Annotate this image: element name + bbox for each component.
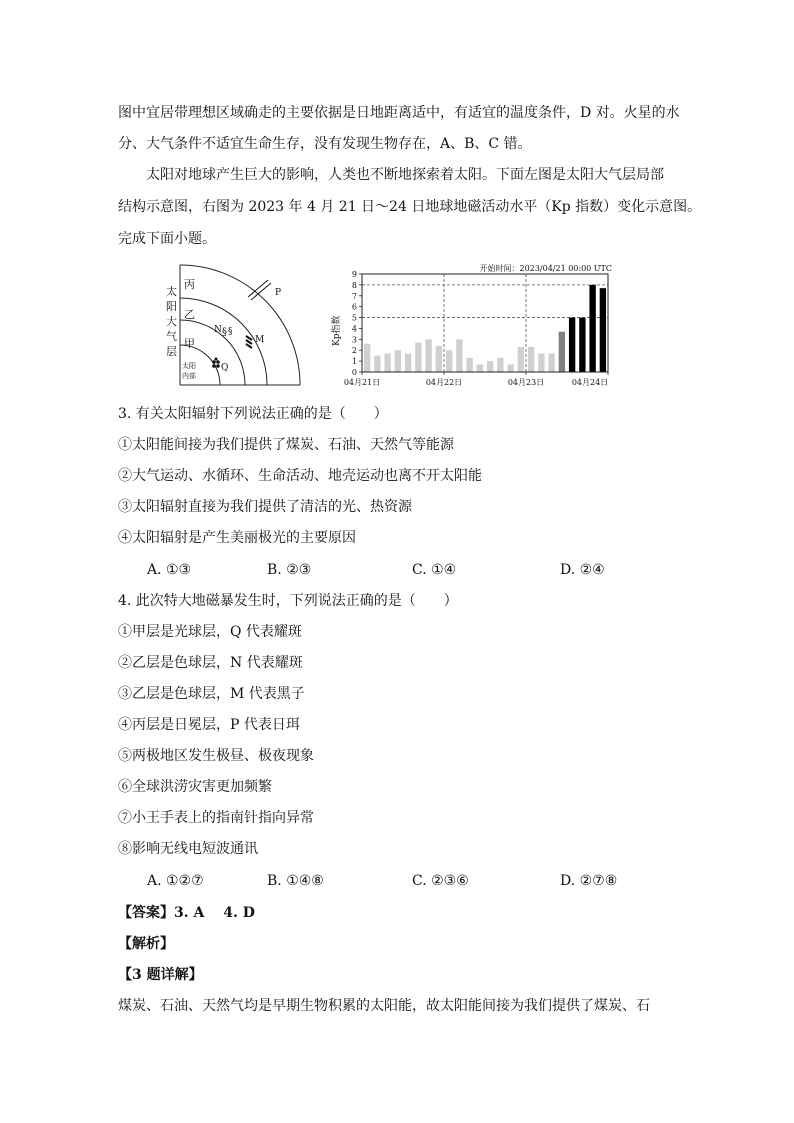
- marker-n: N: [214, 325, 222, 335]
- side-label-char-4: 气: [166, 330, 177, 343]
- q4-statement-3: ③乙层是色球层，M 代表黑子: [118, 686, 305, 702]
- core-label-2: 内部: [182, 372, 196, 380]
- kp-bar: [579, 318, 585, 372]
- q4-stem: 4. 此次特大地磁暴发生时，下列说法正确的是（ ）: [118, 593, 458, 609]
- kp-bar: [497, 358, 503, 372]
- kp-bar: [477, 364, 483, 372]
- q3-option-a[interactable]: A. ①③: [147, 562, 192, 578]
- kp-bar: [436, 346, 442, 372]
- q3-option-c[interactable]: C. ①④: [412, 562, 457, 578]
- kp-bar: [589, 285, 595, 372]
- x-tick-label: 04月21日: [343, 378, 381, 387]
- marker-p: P: [275, 288, 282, 298]
- y-tick-label: 7: [351, 291, 357, 301]
- q4-statement-6: ⑥全球洪涝灾害更加频繁: [118, 779, 272, 795]
- y-tick-label: 2: [351, 346, 357, 356]
- side-label-char-2: 阳: [166, 300, 177, 313]
- kp-bar: [600, 288, 606, 372]
- kp-bar: [384, 353, 390, 372]
- q4-statement-5: ⑤两极地区发生极昼、极夜现象: [118, 748, 314, 764]
- x-tick-label: 04月24日: [571, 378, 609, 387]
- kp-bar: [374, 356, 380, 372]
- side-label-char-1: 太: [166, 285, 177, 298]
- solar-atmosphere-diagram: [160, 262, 310, 390]
- y-tick-label: 0: [351, 368, 357, 377]
- q4-statement-7: ⑦小王手表上的指南针指向异常: [118, 810, 314, 826]
- q4-statement-1: ①甲层是光球层，Q 代表耀斑: [118, 624, 302, 640]
- q4-option-d[interactable]: D. ②⑦⑧: [560, 873, 618, 889]
- y-axis-label: Kp指数: [332, 315, 342, 346]
- y-tick-label: 9: [351, 270, 357, 279]
- y-tick-label: 4: [351, 324, 357, 334]
- kp-bar: [446, 350, 452, 372]
- y-tick-label: 6: [351, 302, 357, 312]
- kp-bar: [364, 344, 370, 372]
- marker-q: Q: [221, 363, 229, 373]
- intro-line-4: 结构示意图，右图为 2023 年 4 月 21 日～24 日地球地磁活动水平（Kp 指数）变化示意图。: [118, 199, 702, 215]
- q3-stem: 3. 有关太阳辐射下列说法正确的是（ ）: [118, 406, 388, 422]
- y-tick-label: 8: [351, 280, 357, 290]
- q4-option-c[interactable]: C. ②③⑥: [412, 873, 469, 889]
- layer-label-bing: 丙: [184, 278, 195, 291]
- layer-label-yi: 乙: [184, 308, 195, 321]
- intro-line-2: 分、大气条件不适宜生命生存，没有发现生物存在，A、B、C 错。: [118, 136, 532, 152]
- intro-line-1: 图中宜居带理想区域确走的主要依据是日地距离适中，有适宜的温度条件，D 对。火星的水: [118, 105, 680, 121]
- kp-index-chart: [326, 262, 616, 392]
- x-tick-label: 04月22日: [425, 378, 463, 387]
- marker-m: M: [255, 335, 265, 345]
- kp-bar: [569, 318, 575, 372]
- kp-bar: [415, 343, 421, 372]
- q3-statement-1: ①太阳能间接为我们提供了煤炭、石油、天然气等能源: [118, 437, 454, 453]
- analysis-heading: 【解析】: [118, 936, 174, 952]
- kp-bar: [456, 339, 462, 372]
- kp-bar: [518, 347, 524, 372]
- x-tick-label: 04月23日: [507, 378, 545, 387]
- q4-option-b[interactable]: B. ①④⑧: [267, 873, 324, 889]
- core-label-1: 太阳: [182, 362, 196, 370]
- diagram-side-label: [166, 284, 180, 359]
- q3-detail-text: 煤炭、石油、天然气均是早期生物积累的太阳能，故太阳能间接为我们提供了煤炭、石: [118, 998, 650, 1014]
- chart-title: 开始时间：2023/04/21 00:00 UTC: [479, 264, 612, 273]
- q3-statement-4: ④太阳辐射是产生美丽极光的主要原因: [118, 530, 356, 546]
- side-label-char-3: 大: [166, 315, 177, 328]
- layer-label-jia: 甲: [184, 337, 195, 350]
- q3-option-d[interactable]: D. ②④: [560, 562, 605, 578]
- intro-line-3: 太阳对地球产生巨大的影响，人类也不断地探索着太阳。下面左图是太阳大气层局部: [146, 167, 664, 183]
- kp-bar: [466, 358, 472, 372]
- answer-line: 【答案】3. A 4. D: [118, 905, 255, 921]
- kp-bar: [425, 339, 431, 372]
- q4-statement-4: ④丙层是日冕层，P 代表日珥: [118, 717, 300, 733]
- q4-statement-8: ⑧影响无线电短波通讯: [118, 841, 258, 857]
- q3-option-b[interactable]: B. ②③: [267, 562, 312, 578]
- kp-bar: [487, 361, 493, 372]
- q3-detail-heading: 【3 题详解】: [118, 967, 203, 983]
- q3-statement-2: ②大气运动、水循环、生命活动、地壳运动也离不开太阳能: [118, 468, 482, 484]
- kp-bar: [405, 353, 411, 372]
- kp-bar: [395, 350, 401, 372]
- q4-option-a[interactable]: A. ①②⑦: [147, 873, 204, 889]
- y-tick-label: 1: [351, 357, 357, 367]
- kp-bar: [559, 332, 565, 372]
- marker-m-symbol: [246, 336, 252, 348]
- q3-statement-3: ③太阳辐射直接为我们提供了清洁的光、热资源: [118, 499, 412, 515]
- kp-bar: [507, 364, 513, 372]
- marker-n-swirl-2: §: [228, 327, 233, 337]
- side-label-char-5: 层: [166, 345, 177, 358]
- marker-n-swirl: §: [222, 327, 227, 338]
- kp-bar: [528, 347, 534, 372]
- y-tick-label: 5: [351, 313, 357, 323]
- kp-bar: [548, 353, 554, 372]
- kp-bar: [538, 353, 544, 372]
- q4-statement-2: ②乙层是色球层，N 代表耀斑: [118, 655, 303, 671]
- intro-line-5: 完成下面小题。: [118, 231, 216, 247]
- y-tick-label: 3: [351, 335, 357, 345]
